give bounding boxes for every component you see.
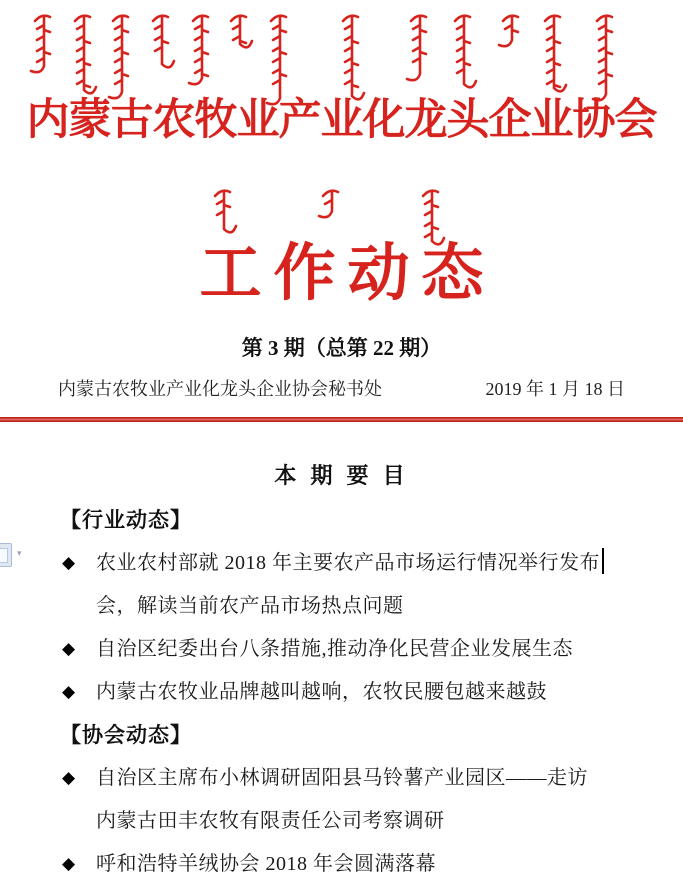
mongolian-word-glyph [215, 191, 236, 233]
toc-section-header[interactable]: 【行业动态】 [60, 509, 192, 532]
mongolian-word-glyph [153, 16, 174, 68]
toc-item-text: 内蒙古田丰农牧有限责任公司考察调研 [96, 810, 445, 832]
toc-item-text: 内蒙古农牧业品牌越叫越响，农牧民腰包越来越鼓 [96, 681, 547, 703]
toc-heading[interactable]: 本 期 要 目 [274, 463, 409, 488]
mongolian-word-glyph [407, 16, 426, 81]
issue-date[interactable]: 2019 年 1 月 18 日 [485, 379, 625, 399]
bullet-diamond-icon: ◆ [62, 768, 76, 788]
toc-item-continuation[interactable] [60, 800, 645, 843]
toc-item-continuation[interactable] [60, 585, 645, 628]
mongolian-word-glyph [455, 16, 476, 88]
text-cursor [602, 548, 604, 574]
toc-item-line[interactable] [60, 671, 645, 714]
mongolian-word-glyph [343, 16, 364, 100]
toc-item-text: 呼和浩特羊绒协会 2018 年会圆满落幕 [96, 853, 436, 875]
paste-options-button[interactable] [0, 543, 27, 567]
mongolian-word-glyph [231, 16, 252, 48]
mongolian-word-glyph [189, 16, 208, 85]
issue-number-line[interactable]: 第 3 期（总第 22 期） [241, 336, 442, 360]
bulletin-title[interactable]: 工作动态 [199, 240, 496, 308]
clipboard-icon [0, 543, 12, 567]
toc-item-text: 自治区纪委出台八条措施,推动净化民营企业发展生态 [96, 638, 573, 660]
org-title-cn[interactable]: 内蒙古农牧业产业化龙头企业协会 [26, 97, 657, 144]
mongolian-word-glyph [109, 16, 128, 99]
bullet-diamond-icon: ◆ [62, 854, 76, 874]
publisher-name[interactable]: 内蒙古农牧业产业化龙头企业协会秘书处 [58, 379, 382, 399]
bullet-diamond-icon: ◆ [62, 682, 76, 702]
mongolian-word-glyph [499, 16, 518, 47]
toc-list [60, 499, 645, 886]
chevron-down-icon[interactable]: ▾ [17, 549, 22, 559]
mongolian-word-glyph [31, 16, 50, 73]
toc-item-line[interactable] [60, 628, 645, 671]
toc-item-line[interactable] [60, 843, 645, 886]
toc-item-text: 农业农村部就 2018 年主要农产品市场运行情况举行发布 [96, 552, 600, 574]
toc-item-line[interactable] [60, 542, 645, 585]
toc-item-line[interactable] [60, 757, 645, 800]
mongolian-word-glyph [593, 16, 612, 101]
bullet-diamond-icon: ◆ [62, 553, 76, 573]
mongolian-word-glyph [75, 16, 96, 94]
toc-item-text: 会，解读当前农产品市场热点问题 [96, 595, 404, 617]
mongolian-word-glyph [319, 191, 338, 218]
red-divider-rule [0, 417, 683, 422]
bullet-diamond-icon: ◆ [62, 639, 76, 659]
toc-item-text: 自治区主席布小林调研固阳县马铃薯产业园区——走访 [96, 767, 588, 789]
publisher-date-row [58, 377, 625, 401]
toc-section-header[interactable]: 【协会动态】 [60, 724, 192, 747]
mongolian-word-glyph [267, 16, 286, 105]
mongolian-word-glyph [545, 16, 566, 92]
